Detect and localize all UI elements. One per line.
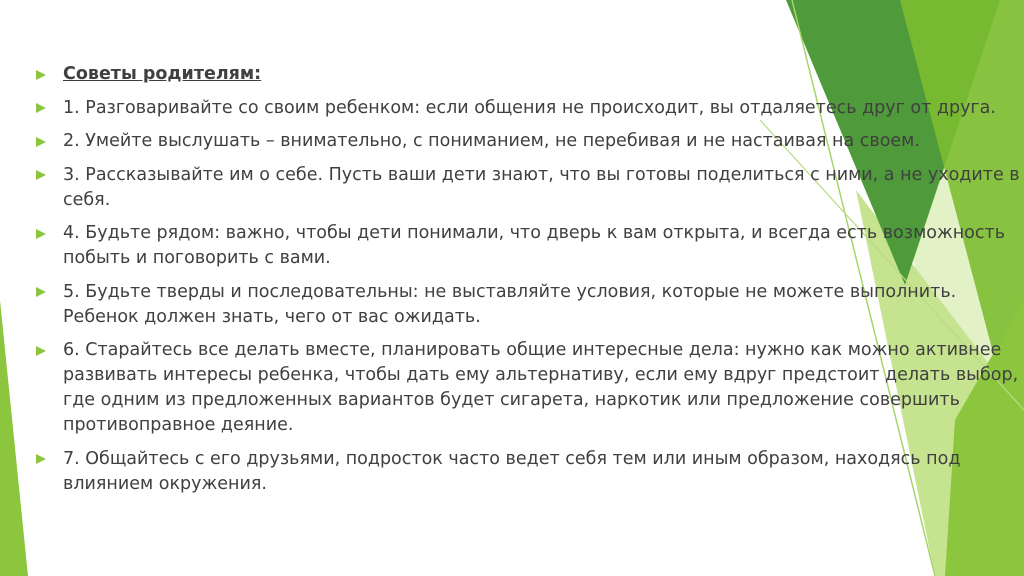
triangle-bullet-icon <box>36 70 46 80</box>
triangle-bullet-icon <box>36 287 46 297</box>
bullet-item-text: 5. Будьте тверды и последовательны: не выставляйте условия, которые не можете выполнить. Ребенок должен знать, чего от вас ожидать. <box>63 281 957 327</box>
triangle-bullet-icon <box>36 137 46 147</box>
bullet-item-7 <box>36 447 1021 497</box>
bullet-item-5 <box>36 280 1021 330</box>
bullet-item-text: 6. Старайтесь все делать вместе, планировать общие интересные дела: нужно как можно активнее развивать интересы ребенка, чтобы дать ему альтернативу, если ему вдруг предстоит делать выбор, где одним из предложенных вариантов будет сигарета, наркотик или предложение совершить противоправное деяние. <box>63 340 1019 435</box>
bullet-item-text: 2. Умейте выслушать – внимательно, с пониманием, не перебивая и не настаивая на своем. <box>63 131 920 151</box>
triangle-bullet-icon <box>36 454 46 464</box>
triangle-bullet-icon <box>36 170 46 180</box>
bullet-item-text: 7. Общайтесь с его друзьями, подросток часто ведет себя тем или иным образом, находясь под влиянием окружения. <box>63 448 961 494</box>
bullet-item-2 <box>36 129 1021 154</box>
triangle-bullet-icon <box>36 346 46 356</box>
bullet-item-1 <box>36 96 1021 121</box>
bullet-item-text: 4. Будьте рядом: важно, чтобы дети понимали, что дверь к вам открыта, и всегда есть возможность побыть и поговорить с вами. <box>63 223 1006 268</box>
bullet-item-text: 3. Рассказывайте им о себе. Пусть ваши дети знают, что вы готовы поделиться с ними, а не уходите в себя. <box>63 164 1020 210</box>
slide-content <box>36 62 1021 505</box>
bullet-item-3 <box>36 163 1021 213</box>
triangle-bullet-icon <box>36 229 46 239</box>
slide-heading: Советы родителям: <box>63 64 262 84</box>
bullet-heading <box>36 62 1021 87</box>
deco-shape-left <box>0 300 28 576</box>
bullet-item-text: 1. Разговаривайте со своим ребенком: если общения не происходит, вы отдаляетесь друг от друга. <box>63 97 996 118</box>
bullet-item-4 <box>36 221 1021 271</box>
bullet-item-6 <box>36 338 1021 438</box>
triangle-bullet-icon <box>36 103 46 113</box>
